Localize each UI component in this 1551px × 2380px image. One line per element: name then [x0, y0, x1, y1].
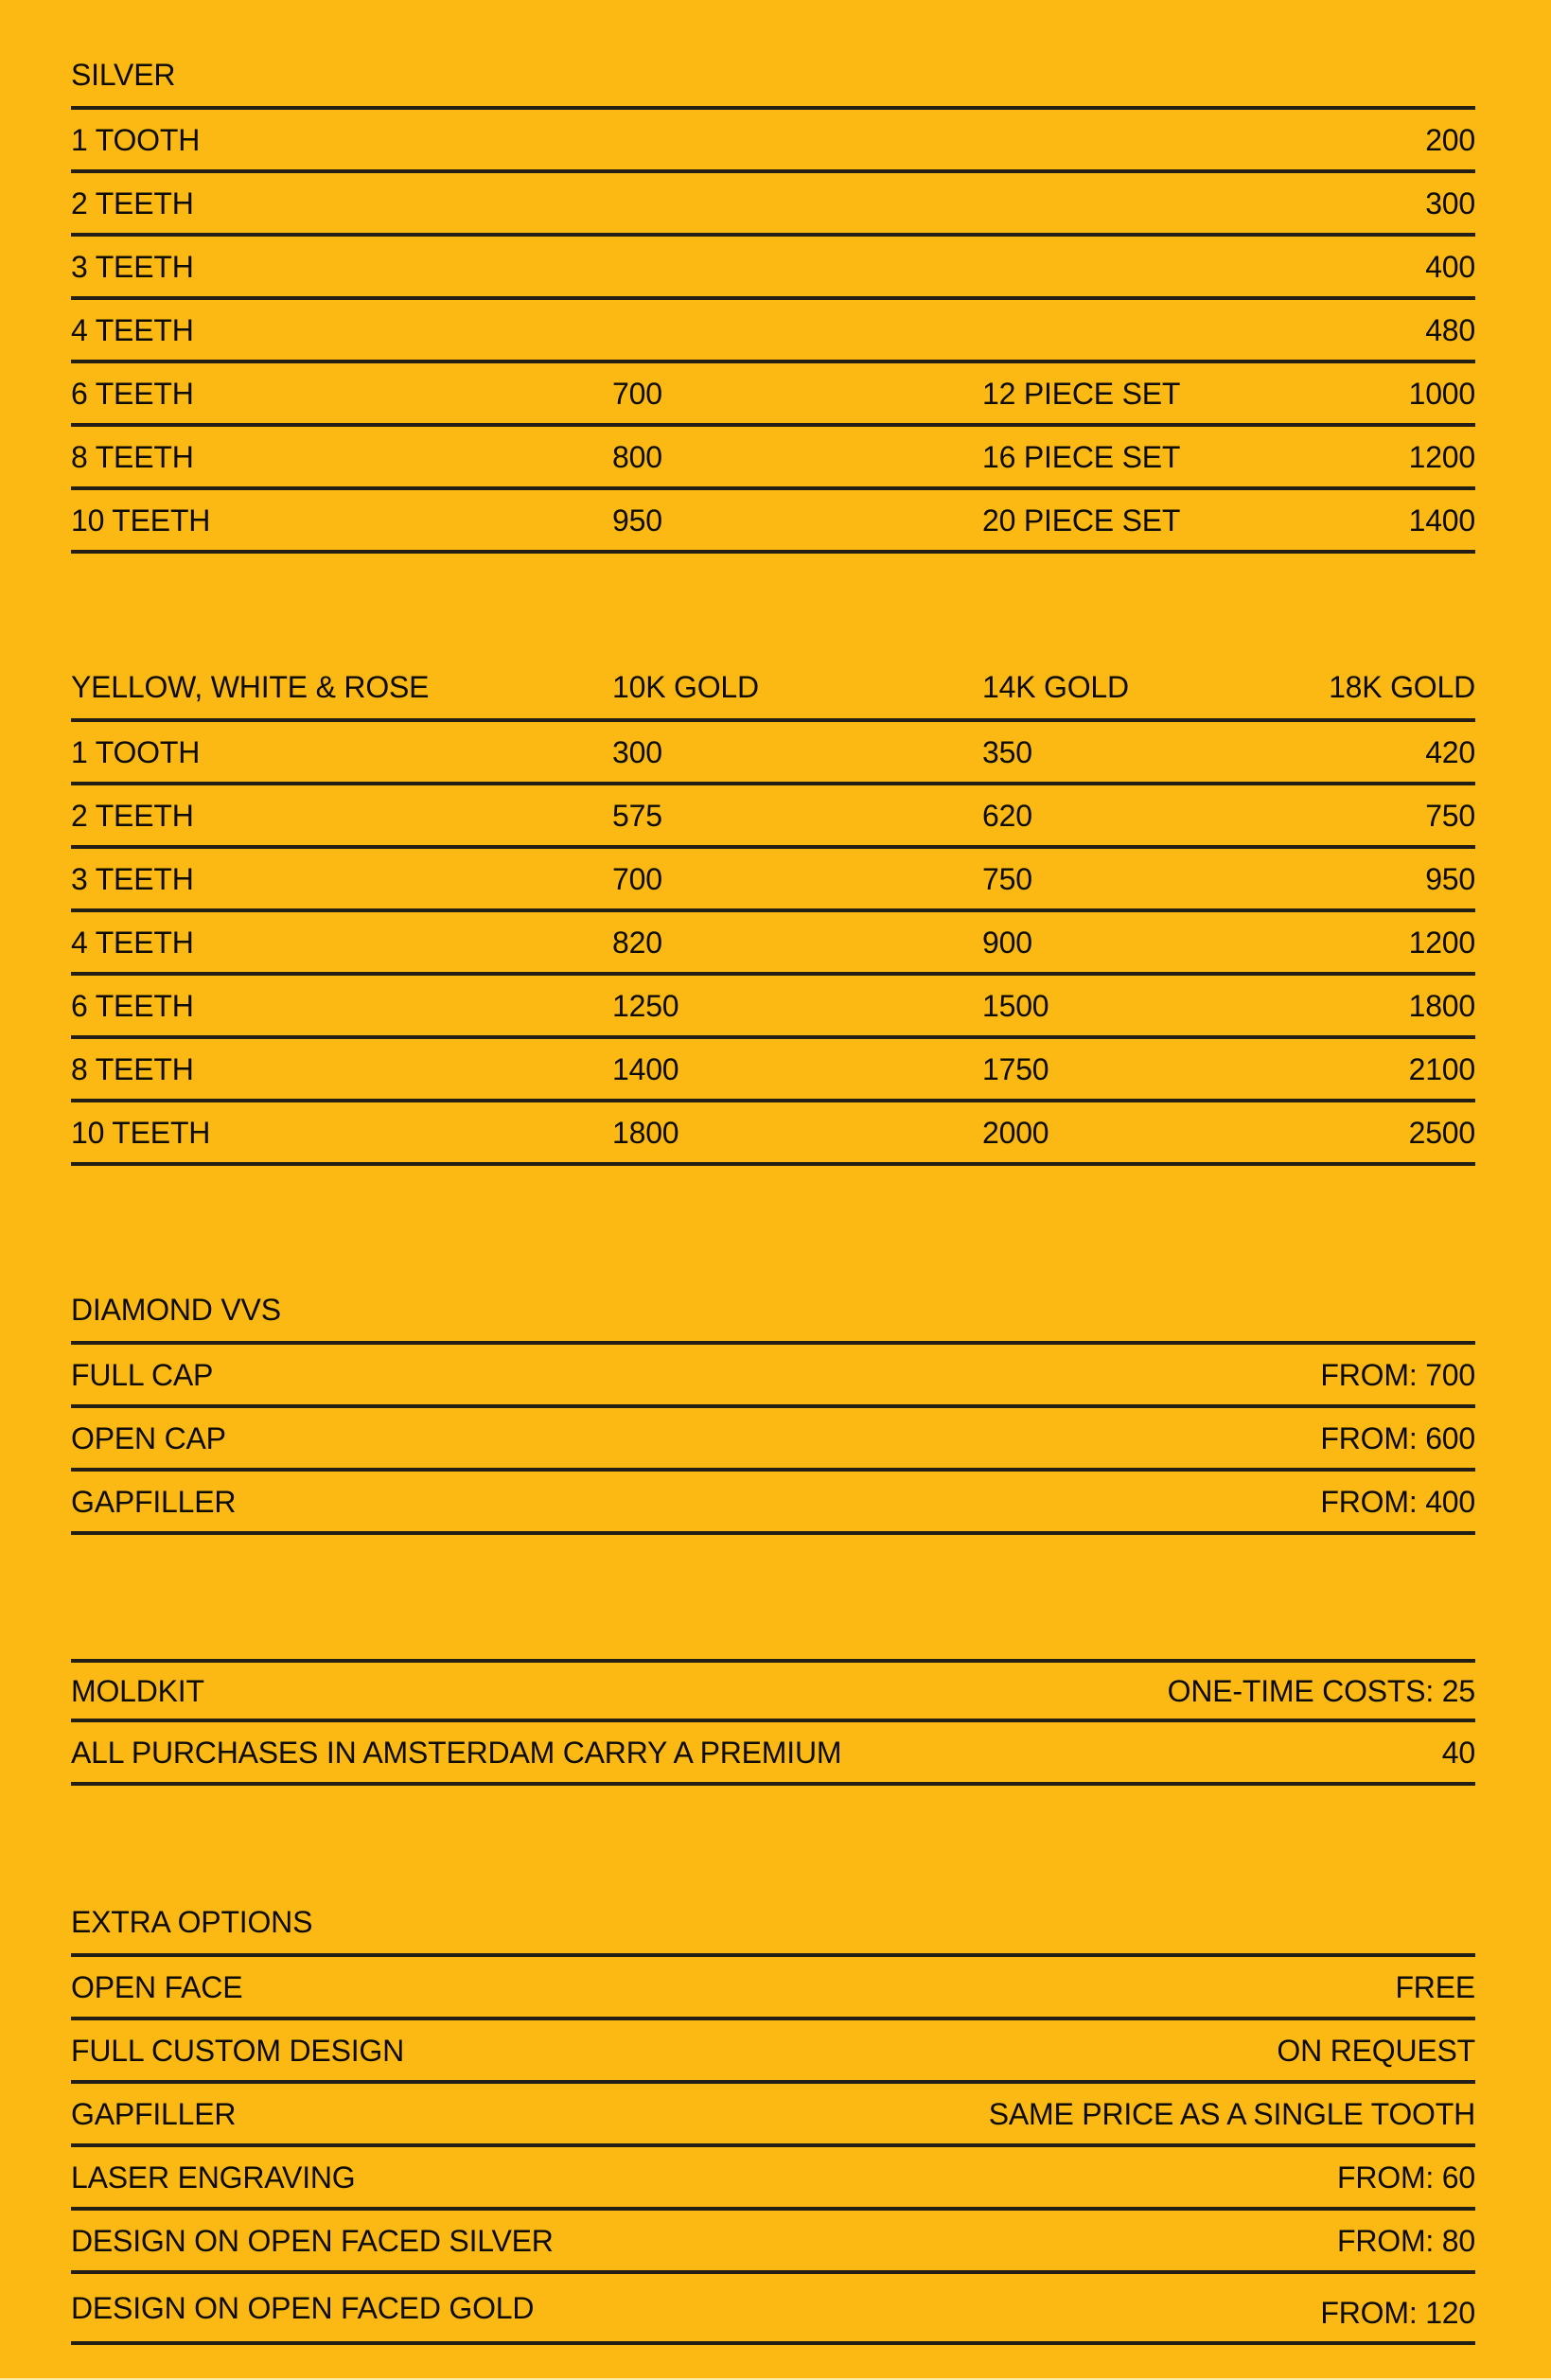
set-price: 1400 — [1408, 502, 1475, 538]
item-price: 400 — [1425, 249, 1475, 284]
item-price: 700 — [612, 376, 662, 411]
diamond-header — [71, 1278, 1475, 1345]
price-14k: 1750 — [982, 1051, 1049, 1086]
column-header-10k: 10K GOLD — [612, 669, 759, 704]
item-price: FROM: 80 — [1337, 2223, 1475, 2258]
item-label: GAPFILLER — [71, 1484, 237, 1519]
price-18k: 2500 — [1408, 1115, 1475, 1150]
price-10k: 1400 — [612, 1051, 679, 1086]
set-label: 16 PIECE SET — [982, 439, 1181, 474]
item-label: 1 TOOTH — [71, 122, 201, 157]
item-price: 40 — [1441, 1735, 1475, 1770]
price-18k: 2100 — [1408, 1051, 1475, 1086]
diamond-title: DIAMOND VVS — [71, 1292, 281, 1327]
item-label: 3 TEETH — [71, 249, 194, 284]
item-price: 950 — [612, 502, 662, 538]
item-price: FROM: 600 — [1320, 1420, 1475, 1455]
table-row — [71, 1472, 1475, 1535]
set-price: 1000 — [1408, 376, 1475, 411]
item-label: DESIGN ON OPEN FACED SILVER — [71, 2223, 554, 2258]
table-row — [71, 1345, 1475, 1408]
item-label: MOLDKIT — [71, 1673, 204, 1708]
column-header-metal: YELLOW, WHITE & ROSE — [71, 669, 430, 704]
item-label: 4 TEETH — [71, 312, 194, 347]
table-row — [71, 110, 1475, 173]
price-10k: 1800 — [612, 1115, 679, 1150]
item-price: 800 — [612, 439, 662, 474]
table-row — [71, 2147, 1475, 2211]
item-label: OPEN CAP — [71, 1420, 226, 1455]
item-label: 10 TEETH — [71, 502, 211, 538]
item-price: FROM: 400 — [1320, 1484, 1475, 1519]
table-row — [71, 785, 1475, 849]
item-price: FROM: 700 — [1320, 1357, 1475, 1392]
price-14k: 900 — [982, 925, 1032, 960]
table-row — [71, 2020, 1475, 2084]
table-row — [71, 237, 1475, 300]
price-18k: 420 — [1425, 734, 1475, 769]
price-18k: 750 — [1425, 798, 1475, 833]
price-10k: 1250 — [612, 988, 679, 1023]
item-label: FULL CUSTOM DESIGN — [71, 2033, 405, 2068]
table-row — [71, 2211, 1475, 2274]
item-label: 1 TOOTH — [71, 734, 201, 769]
item-price: SAME PRICE AS A SINGLE TOOTH — [988, 2096, 1475, 2131]
extras-header — [71, 1891, 1475, 1957]
column-header-14k: 14K GOLD — [982, 669, 1129, 704]
set-label: 12 PIECE SET — [982, 376, 1181, 411]
price-14k: 350 — [982, 734, 1032, 769]
silver-title: SILVER — [71, 58, 176, 92]
item-label: 4 TEETH — [71, 925, 194, 960]
table-row — [71, 1408, 1475, 1472]
item-price: FREE — [1395, 1969, 1475, 2004]
price-14k: 1500 — [982, 988, 1049, 1023]
price-18k: 950 — [1425, 861, 1475, 896]
item-label: 6 TEETH — [71, 988, 194, 1023]
table-row — [71, 1659, 1475, 1722]
gold-header-row — [71, 655, 1475, 722]
table-row — [71, 976, 1475, 1039]
item-label: 3 TEETH — [71, 861, 194, 896]
table-row — [71, 1722, 1475, 1786]
price-14k: 750 — [982, 861, 1032, 896]
table-row — [71, 1102, 1475, 1166]
table-row — [71, 722, 1475, 785]
item-label: 8 TEETH — [71, 1051, 194, 1086]
gold-price-table — [71, 655, 1475, 1166]
set-label: 20 PIECE SET — [982, 502, 1181, 538]
item-label: 2 TEETH — [71, 798, 194, 833]
price-18k: 1200 — [1408, 925, 1475, 960]
item-label: OPEN FACE — [71, 1969, 243, 2004]
column-header-18k: 18K GOLD — [1329, 669, 1475, 704]
item-label: GAPFILLER — [71, 2096, 237, 2131]
table-row — [71, 300, 1475, 363]
price-14k: 620 — [982, 798, 1032, 833]
table-row — [71, 849, 1475, 912]
item-label: 6 TEETH — [71, 376, 194, 411]
item-price: FROM: 120 — [1320, 2295, 1475, 2330]
price-10k: 700 — [612, 861, 662, 896]
diamond-price-table — [71, 1278, 1475, 1535]
item-label: ALL PURCHASES IN AMSTERDAM CARRY A PREMIUM — [71, 1735, 842, 1770]
table-row — [71, 2274, 1475, 2345]
table-row — [71, 1039, 1475, 1102]
table-row — [71, 490, 1475, 554]
price-14k: 2000 — [982, 1115, 1049, 1150]
extras-title: EXTRA OPTIONS — [71, 1905, 313, 1939]
item-price: 200 — [1425, 122, 1475, 157]
table-row — [71, 1957, 1475, 2020]
price-18k: 1800 — [1408, 988, 1475, 1023]
item-label: 2 TEETH — [71, 185, 194, 220]
item-price: 480 — [1425, 312, 1475, 347]
price-10k: 300 — [612, 734, 662, 769]
item-label: DESIGN ON OPEN FACED GOLD — [71, 2290, 535, 2325]
price-10k: 575 — [612, 798, 662, 833]
table-row — [71, 363, 1475, 427]
item-price: FROM: 60 — [1337, 2160, 1475, 2195]
table-row — [71, 912, 1475, 976]
item-label: LASER ENGRAVING — [71, 2160, 356, 2195]
table-row — [71, 427, 1475, 490]
table-row — [71, 173, 1475, 237]
item-price: ON REQUEST — [1277, 2033, 1475, 2068]
item-price: ONE-TIME COSTS: 25 — [1167, 1673, 1475, 1708]
moldkit-table — [71, 1659, 1475, 1786]
table-row — [71, 2084, 1475, 2147]
item-price: 300 — [1425, 185, 1475, 220]
item-label: FULL CAP — [71, 1357, 214, 1392]
item-label: 10 TEETH — [71, 1115, 211, 1150]
silver-price-table — [71, 44, 1475, 554]
price-10k: 820 — [612, 925, 662, 960]
extra-options-table — [71, 1891, 1475, 2345]
set-price: 1200 — [1408, 439, 1475, 474]
silver-header — [71, 44, 1475, 110]
item-label: 8 TEETH — [71, 439, 194, 474]
